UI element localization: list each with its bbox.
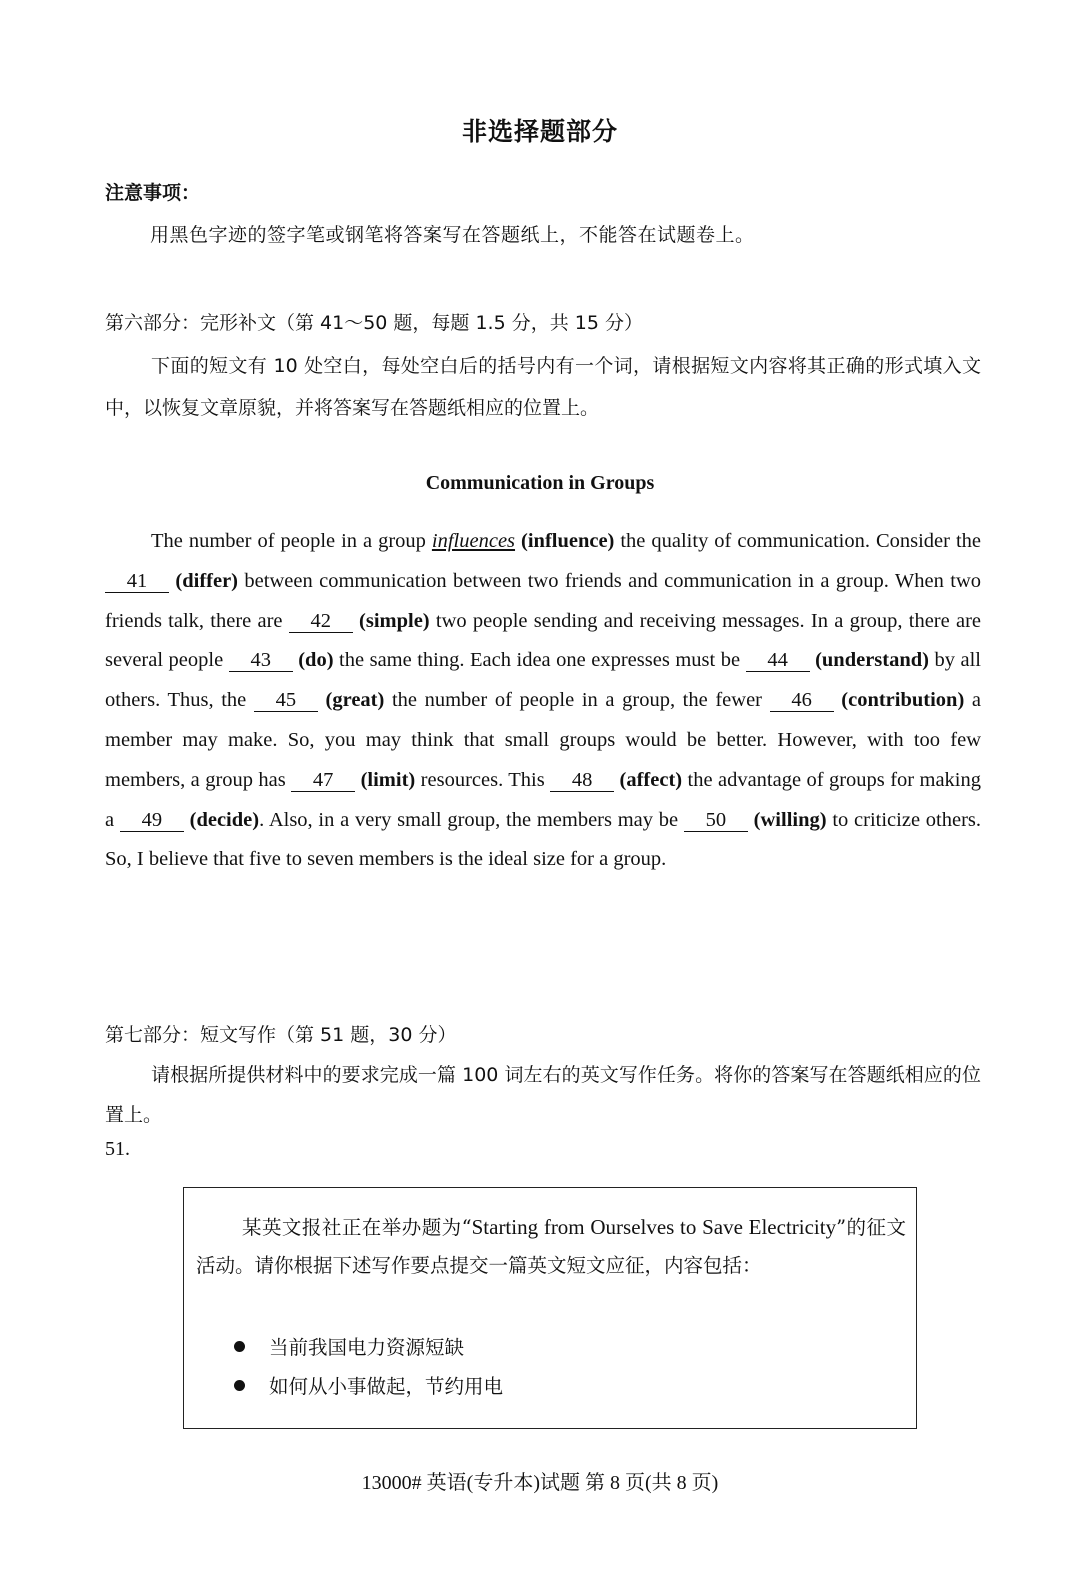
- blank-50: 50: [684, 809, 748, 832]
- hint-46: (contribution): [841, 689, 965, 712]
- bullet-dot-icon: [234, 1380, 245, 1391]
- passage-text: between communication between two friends and communication in a group. When two friends talk, there are: [105, 569, 982, 632]
- part6-instruction: 下面的短文有 10 处空白，每处空白后的括号内有一个词，请根据短文内容将其正确的形式填入文中，以恢复文章原貌，并将答案写在答题纸相应的位置上。: [105, 355, 981, 419]
- passage-text: by all others. Thus, the: [105, 649, 982, 712]
- hint-49: (decide): [189, 808, 260, 831]
- task-bullet-text: 如何从小事做起，节约用电: [269, 1375, 504, 1398]
- passage-text: to criticize others. So, I believe that five to seven members is the ideal size for a group.: [105, 808, 982, 871]
- hint-48: (affect): [619, 768, 683, 791]
- task-intro-text: 某英文报社正在举办题为“: [242, 1216, 472, 1239]
- task-bullet: [234, 1328, 503, 1367]
- passage-text: resources. This: [415, 768, 551, 791]
- part6-heading: 第六部分：完形补文（第 41～50 题，每题 1.5 分，共 15 分）: [105, 312, 643, 334]
- example-hint: (influence): [521, 530, 615, 552]
- hint-44: (understand): [815, 649, 929, 672]
- hint-41: (differ): [175, 569, 239, 592]
- blank-48: 48: [550, 769, 614, 792]
- section-title: 非选择题部分: [461, 117, 618, 146]
- part7-instruction: 请根据所提供材料中的要求完成一篇 100 词左右的英文写作任务。将你的答案写在答题纸相应的位置上。: [105, 1064, 981, 1126]
- hint-42: (simple): [359, 609, 430, 632]
- blank-45: 45: [254, 689, 318, 712]
- notes-text: 用黑色字迹的签字笔或钢笔将答案写在答题纸上，不能答在试题卷上。: [150, 224, 755, 246]
- passage-title: Communication in Groups: [425, 472, 655, 494]
- passage-text: . Also, in a very small group, the members may be: [259, 808, 684, 831]
- blank-41: 41: [105, 570, 169, 593]
- page-footer: 13000# 英语(专升本)试题 第 8 页(共 8 页): [361, 1472, 719, 1494]
- notes-heading: 注意事项：: [105, 182, 201, 204]
- task-bullet-list: [234, 1328, 503, 1406]
- blank-43: 43: [229, 649, 293, 672]
- blank-42: 42: [289, 610, 353, 633]
- task-bullet: [234, 1367, 503, 1406]
- passage-text: the quality of communication. Consider the: [614, 530, 982, 552]
- blank-46: 46: [770, 689, 834, 712]
- hint-47: (limit): [360, 768, 416, 791]
- passage-text: the number of people in a group, the fewer: [384, 689, 770, 712]
- task-essay-title: Starting from Ourselves to Save Electricity: [471, 1215, 837, 1239]
- writing-task-box: [183, 1187, 917, 1429]
- task-intro-text: ”的征文活动。请你根据下述写作要点提交一篇英文短文应征，内容包括：: [196, 1216, 906, 1277]
- hint-43: (do): [298, 649, 334, 672]
- passage-text: a member may make. So, you may think that small groups would be better. However, with too few members, a group has: [105, 689, 981, 791]
- part7-heading: 第七部分：短文写作（第 51 题，30 分）: [105, 1024, 457, 1046]
- blank-44: 44: [746, 649, 810, 672]
- passage-text: The number of people in a group: [151, 530, 432, 552]
- passage-text: two people sending and receiving messages. In a group, there are several people: [105, 609, 982, 672]
- question-number: 51.: [105, 1138, 130, 1160]
- bullet-dot-icon: [234, 1341, 245, 1352]
- cloze-passage: [105, 522, 981, 880]
- hint-45: (great): [325, 689, 385, 712]
- example-answer: influences: [431, 530, 516, 552]
- task-bullet-text: 当前我国电力资源短缺: [269, 1336, 465, 1359]
- passage-text: the same thing. Each idea one expresses must be: [333, 649, 746, 672]
- blank-49: 49: [120, 809, 184, 832]
- blank-47: 47: [291, 769, 355, 792]
- task-intro: [196, 1208, 906, 1285]
- hint-50: (willing): [753, 808, 827, 831]
- passage-text: the advantage of groups for making a: [105, 768, 981, 831]
